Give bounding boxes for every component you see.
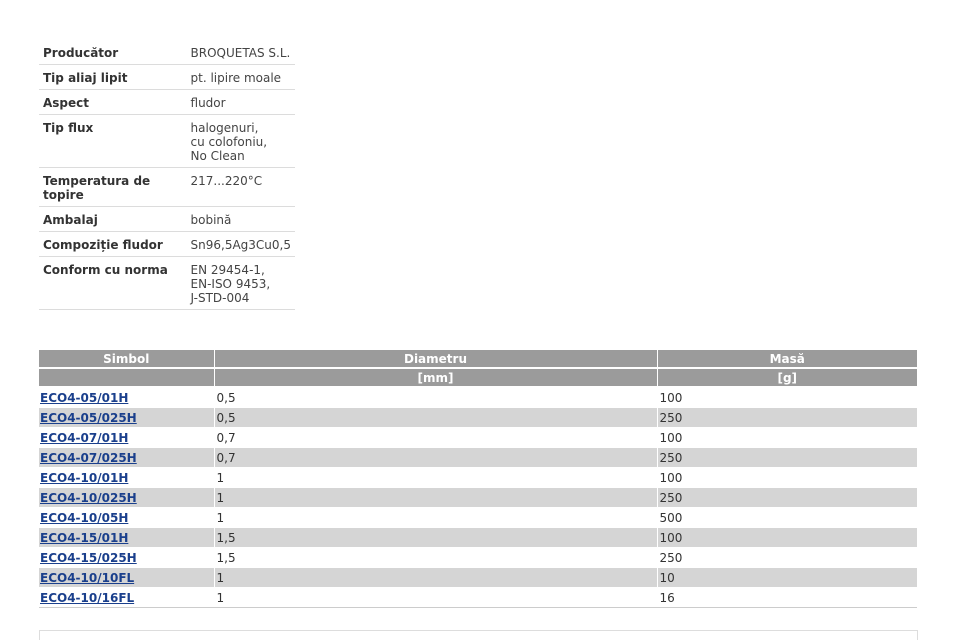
product-link[interactable]: ECO4-07/01H: [40, 430, 129, 445]
property-row: [39, 40, 295, 65]
product-link[interactable]: ECO4-10/025H: [40, 490, 137, 505]
product-link[interactable]: ECO4-07/025H: [40, 450, 137, 465]
mass-cell: 250: [657, 488, 917, 508]
property-label: Producător: [39, 40, 187, 65]
property-row: [39, 90, 295, 115]
property-label: Conform cu norma: [39, 257, 187, 310]
property-value: BROQUETAS S.L.: [187, 40, 295, 65]
property-label: Ambalaj: [39, 207, 187, 232]
product-row: [39, 488, 917, 508]
properties-table: [39, 40, 295, 310]
diameter-cell: 1: [214, 588, 657, 608]
symbol-cell: [39, 568, 214, 588]
property-value: halogenuri, cu colofoniu, No Clean: [187, 115, 295, 168]
header-row: [39, 350, 917, 368]
symbol-cell: [39, 508, 214, 528]
mass-cell: 16: [657, 588, 917, 608]
units-row: [39, 368, 917, 387]
property-row: [39, 232, 295, 257]
diameter-header[interactable]: Diametru: [214, 350, 657, 368]
mass-cell: 250: [657, 548, 917, 568]
product-row: [39, 408, 917, 428]
diameter-cell: 0,7: [214, 448, 657, 468]
property-label: Tip flux: [39, 115, 187, 168]
product-link[interactable]: ECO4-15/025H: [40, 550, 137, 565]
diameter-cell: 1,5: [214, 548, 657, 568]
property-row: [39, 115, 295, 168]
product-link[interactable]: ECO4-10/01H: [40, 470, 129, 485]
products-table: [39, 350, 917, 608]
mass-cell: 100: [657, 468, 917, 488]
mass-unit-header: [g]: [657, 368, 917, 387]
product-row: [39, 588, 917, 608]
symbol-cell: [39, 528, 214, 548]
diameter-cell: 0,5: [214, 387, 657, 408]
property-row: [39, 257, 295, 310]
symbol-header[interactable]: Simbol: [39, 350, 214, 368]
property-row: [39, 168, 295, 207]
mass-cell: 250: [657, 448, 917, 468]
symbol-cell: [39, 588, 214, 608]
mass-header[interactable]: Masă: [657, 350, 917, 368]
diameter-cell: 1: [214, 568, 657, 588]
property-value: Sn96,5Ag3Cu0,5: [187, 232, 295, 257]
symbol-cell: [39, 448, 214, 468]
property-value: fludor: [187, 90, 295, 115]
diameter-cell: 1,5: [214, 528, 657, 548]
diameter-unit-header: [mm]: [214, 368, 657, 387]
diameter-cell: 1: [214, 468, 657, 488]
property-value: EN 29454-1, EN-ISO 9453, J-STD-004: [187, 257, 295, 310]
mass-cell: 10: [657, 568, 917, 588]
property-label: Tip aliaj lipit: [39, 65, 187, 90]
product-row: [39, 448, 917, 468]
symbol-unit-header: [39, 368, 214, 387]
diameter-cell: 0,7: [214, 428, 657, 448]
symbol-cell: [39, 428, 214, 448]
diameter-cell: 1: [214, 488, 657, 508]
symbol-cell: [39, 468, 214, 488]
property-row: [39, 207, 295, 232]
product-row: [39, 428, 917, 448]
property-value: 217...220°C: [187, 168, 295, 207]
symbol-cell: [39, 488, 214, 508]
symbol-cell: [39, 387, 214, 408]
next-section-box: [39, 630, 918, 640]
diameter-cell: 0,5: [214, 408, 657, 428]
product-row: [39, 387, 917, 408]
product-link[interactable]: ECO4-05/01H: [40, 390, 129, 405]
product-link[interactable]: ECO4-10/10FL: [40, 570, 135, 585]
product-link[interactable]: ECO4-10/16FL: [40, 590, 135, 605]
property-value: pt. lipire moale: [187, 65, 295, 90]
property-value: bobină: [187, 207, 295, 232]
diameter-cell: 1: [214, 508, 657, 528]
product-row: [39, 528, 917, 548]
product-link[interactable]: ECO4-15/01H: [40, 530, 129, 545]
mass-cell: 250: [657, 408, 917, 428]
mass-cell: 100: [657, 428, 917, 448]
mass-cell: 500: [657, 508, 917, 528]
property-row: [39, 65, 295, 90]
product-row: [39, 548, 917, 568]
mass-cell: 100: [657, 528, 917, 548]
product-row: [39, 468, 917, 488]
property-label: Compoziție fludor: [39, 232, 187, 257]
product-link[interactable]: ECO4-05/025H: [40, 410, 137, 425]
property-label: Temperatura de topire: [39, 168, 187, 207]
mass-cell: 100: [657, 387, 917, 408]
symbol-cell: [39, 408, 214, 428]
product-link[interactable]: ECO4-10/05H: [40, 510, 129, 525]
product-row: [39, 568, 917, 588]
symbol-cell: [39, 548, 214, 568]
product-row: [39, 508, 917, 528]
property-label: Aspect: [39, 90, 187, 115]
